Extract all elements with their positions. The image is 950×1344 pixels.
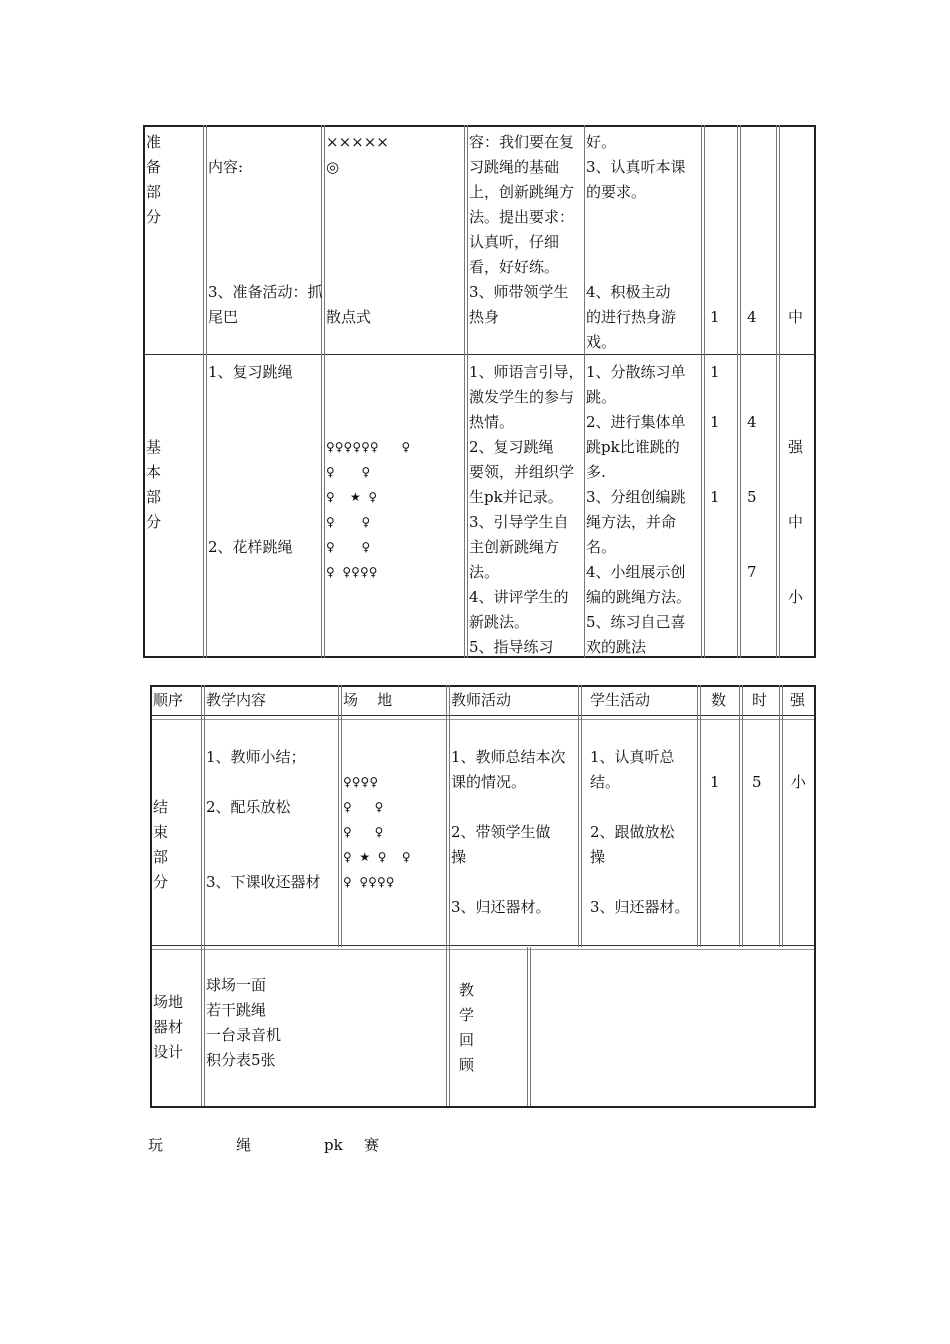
end-intensity: 小 xyxy=(791,773,807,791)
header-count: 数 xyxy=(711,691,727,709)
header-intensity: 强 xyxy=(790,691,806,709)
header-student: 学生活动 xyxy=(590,691,651,709)
header-time: 时 xyxy=(752,691,768,709)
review-content-area[interactable] xyxy=(532,951,814,1106)
header-teacher: 教师活动 xyxy=(451,691,512,709)
header-venue: 场 地 xyxy=(343,691,393,709)
prep-intensity: 中 xyxy=(788,308,804,326)
end-time: 5 xyxy=(752,773,762,791)
end-count: 1 xyxy=(710,773,720,791)
header-order: 顺序 xyxy=(153,691,184,709)
prep-time: 4 xyxy=(747,308,757,326)
header-content: 教学内容 xyxy=(206,691,267,709)
prep-count: 1 xyxy=(710,308,720,326)
